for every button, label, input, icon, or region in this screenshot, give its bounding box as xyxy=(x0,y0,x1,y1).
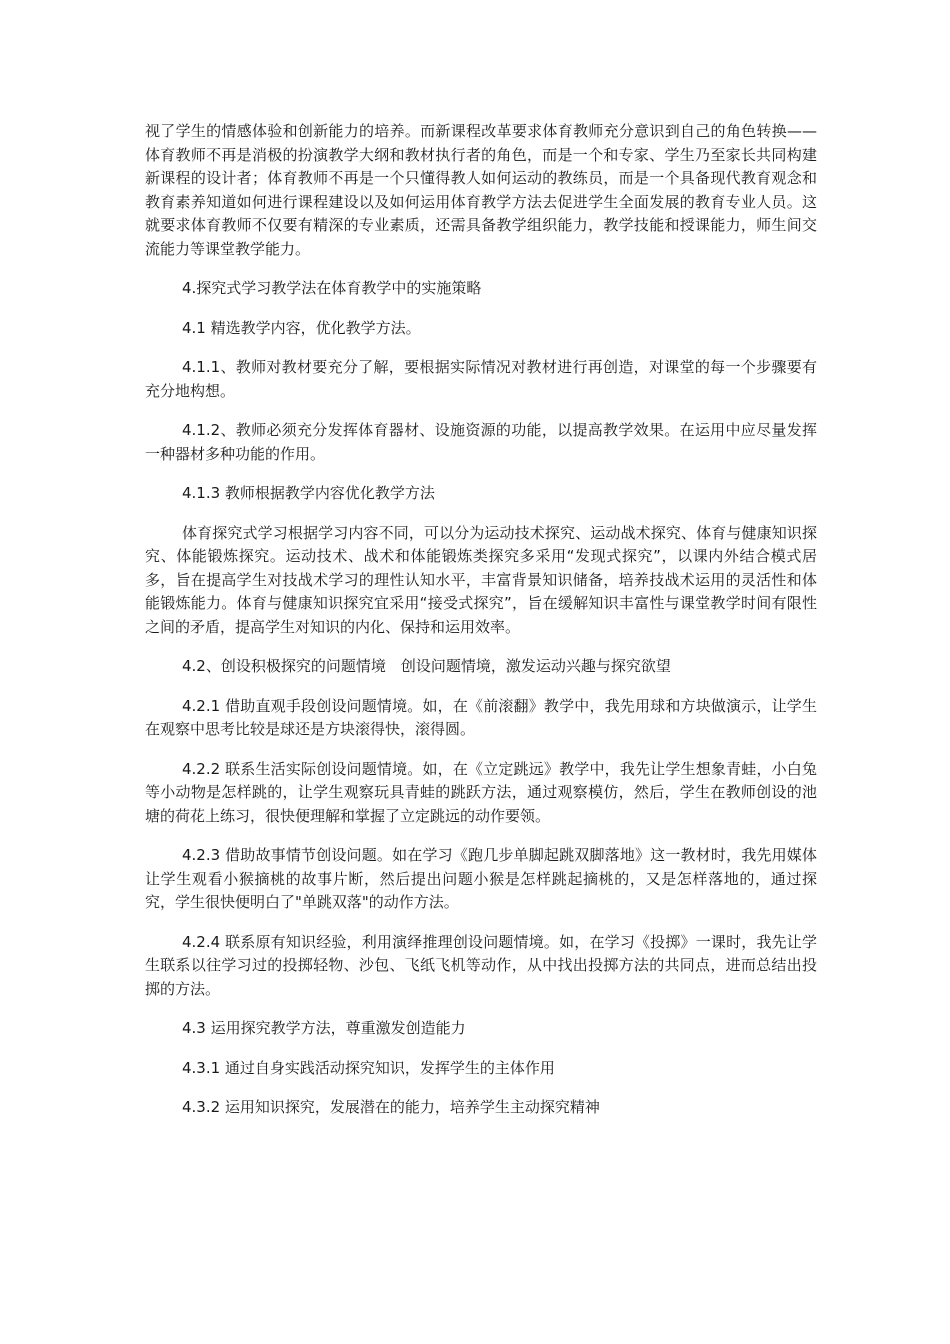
paragraph-4-2-3: 4.2.3 借助故事情节创设问题。如在学习《跑几步单脚起跳双脚落地》这一教材时，我先用媒体让学生观看小猴摘桃的故事片断，然后提出问题小猴是怎样跳起摘桃的，又是怎样落地的，通过探究，学生很快便明白了"单跳双落"的动作方法。 xyxy=(145,846,817,911)
paragraph-inquiry-types: 体育探究式学习根据学习内容不同，可以分为运动技术探究、运动战术探究、体育与健康知识探究、体能锻炼探究。运动技术、战术和体能锻炼类探究多采用“发现式探究”，以课内外结合模式居多，旨在提高学生对技战术学习的理性认知水平，丰富背景知识储备，培养技战术运用的灵活性和体能锻炼能力。体育与健康知识探究宜采用“接受式探究”，旨在缓解知识丰富性与课堂教学时间有限性之间的矛盾，提高学生对知识的内化、保持和运用效率。 xyxy=(145,523,817,636)
paragraph-4-1-2: 4.1.2、教师必须充分发挥体育器材、设施资源的功能，以提高教学效果。在运用中应尽量发挥一种器材多种功能的作用。 xyxy=(145,421,817,463)
section-heading-4-3: 4.3 运用探究教学方法，尊重激发创造能力 xyxy=(182,1019,466,1037)
paragraph-teacher-role: 视了学生的情感体验和创新能力的培养。而新课程改革要求体育教师充分意识到自己的角色转换——体育教师不再是消极的扮演教学大纲和教材执行者的角色，而是一个和专家、学生乃至家长共同构建新课程的设计者；体育教师不再是一个只懂得教人如何运动的教练员，而是一个具备现代教育观念和教育素养知道如何进行课程建设以及如何运用体育教学方法去促进学生全面发展的教育专业人员。这就要求体育教师不仅要有精深的专业素质，还需具备教学组织能力，教学技能和授课能力，师生间交流能力等课堂教学能力。 xyxy=(145,122,817,258)
paragraph-4-2-2: 4.2.2 联系生活实际创设问题情境。如，在《立定跳远》教学中，我先让学生想象青蛙，小白兔等小动物是怎样跳的，让学生观察玩具青蛙的跳跃方法，通过观察模仿，然后，学生在教师创设的池塘的荷花上练习，很快便理解和掌握了立定跳远的动作要领。 xyxy=(145,759,817,825)
section-heading-4-3-2: 4.3.2 运用知识探究，发展潜在的能力，培养学生主动探究精神 xyxy=(182,1098,600,1116)
paragraph-4-2-1: 4.2.1 借助直观手段创设问题情境。如，在《前滚翻》教学中，我先用球和方块做演示，让学生在观察中思考比较是球还是方块滚得快，滚得圆。 xyxy=(145,696,817,738)
section-heading-4-3-1: 4.3.1 通过自身实践活动探究知识，发挥学生的主体作用 xyxy=(182,1058,555,1077)
section-heading-4: 4.探究式学习教学法在体育教学中的实施策略 xyxy=(182,279,482,297)
section-heading-4-1: 4.1 精选教学内容，优化教学方法。 xyxy=(182,318,421,337)
paragraph-4-1-1: 4.1.1、教师对教材要充分了解，要根据实际情况对教材进行再创造，对课堂的每一个步骤要有充分地构想。 xyxy=(145,358,817,400)
section-heading-4-1-3: 4.1.3 教师根据教学内容优化教学方法 xyxy=(182,484,435,502)
section-heading-4-2: 4.2、创设积极探究的问题情境 创设问题情境，激发运动兴趣与探究欲望 xyxy=(182,657,671,675)
paragraph-4-2-4: 4.2.4 联系原有知识经验，利用演绎推理创设问题情境。如，在学习《投掷》一课时，我先让学生联系以往学习过的投掷轻物、沙包、飞纸飞机等动作，从中找出投掷方法的共同点，进而总结出投掷的方法。 xyxy=(145,932,817,998)
document-body xyxy=(145,120,817,1136)
